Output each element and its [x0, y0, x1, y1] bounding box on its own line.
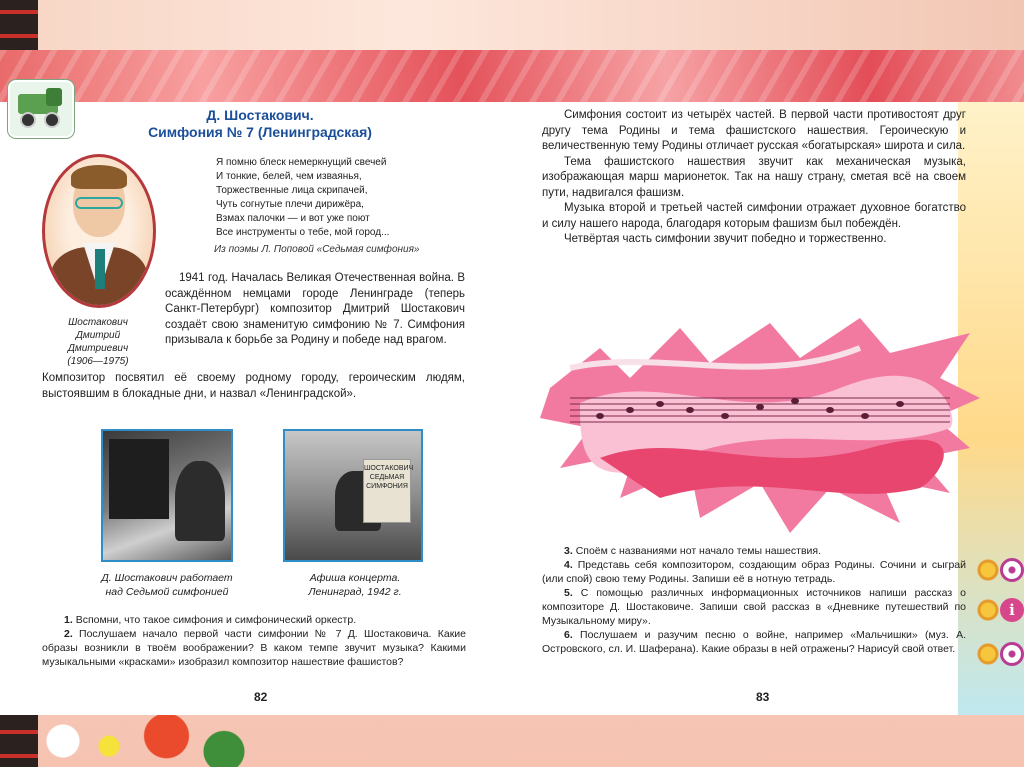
- portrait-caption: [42, 316, 154, 368]
- caption-line: Ленинград, 1942 г.: [308, 586, 402, 598]
- question-item: [542, 628, 966, 656]
- photo1-caption: [82, 571, 252, 599]
- header-pattern: [0, 50, 1024, 102]
- question-text: Послушаем начало первой части симфонии № 7 Д. Шостаковича. Какие образы возникли в твоём воображении? В каком темпе звучит музыка? Какими музыкальными «красками» изобразил композитор нашествие фашистов?: [42, 628, 466, 668]
- sun-icon: [976, 558, 1000, 582]
- question-text: Споём с названиями нот начало темы нашествия.: [575, 545, 821, 557]
- intro-paragraph-continued: Композитор посвятил её своему родному городу, героическим людям, выстоявшим в блокадные дни, и назвал «Ленинградской».: [42, 372, 465, 400]
- questions-right: [542, 544, 966, 656]
- spiral-icon: [1000, 558, 1024, 582]
- question-number: 5.: [564, 587, 573, 599]
- spiral-icon: [1000, 642, 1024, 666]
- page-number-left: 82: [254, 690, 268, 704]
- poem-line: И тонкие, белей, чем изваянья,: [216, 171, 362, 182]
- question-number: 2.: [64, 628, 73, 640]
- question-item: [42, 627, 466, 669]
- question-item: [542, 558, 966, 586]
- paragraph: Четвёртая часть симфонии звучит победно и торжественно.: [564, 233, 887, 245]
- question-number: 3.: [564, 545, 573, 557]
- question-text: Представь себя композитором, создающим образ Родины. Сочини и сыграй (или спой) свою тему Родины. Запиши её в нотную тетрадь.: [542, 559, 966, 585]
- poem-excerpt: [216, 156, 476, 240]
- sun-icon: [976, 642, 1000, 666]
- caption-line: Дмитриевич: [67, 343, 129, 354]
- title-line-1: Д. Шостакович.: [206, 107, 314, 123]
- poem-line: Все инструменты о тебе, мой город...: [216, 227, 390, 238]
- question-text: Вспомни, что такое симфония и симфонический оркестр.: [75, 614, 357, 626]
- caption-line: (1906—1975): [67, 356, 129, 367]
- photo2-caption: [285, 571, 425, 599]
- concert-poster-photo: [283, 429, 423, 562]
- caption-line: Д. Шостакович работает: [101, 572, 233, 584]
- poster-text: ШОСТАКОВИЧ СЕДЬМАЯ СИМФОНИЯ: [363, 459, 411, 523]
- title-line-2: Симфония № 7 (Ленинградская): [148, 124, 372, 140]
- paragraph: Музыка второй и третьей частей симфонии отражает духовное богатство и силу нашего народа, благодаря которым фашизм был побеждён.: [542, 202, 966, 230]
- poem-source: Из поэмы Л. Поповой «Седьмая симфония»: [214, 244, 420, 255]
- caption-line: Афиша концерта.: [309, 572, 401, 584]
- slide-top-band: [0, 0, 1024, 50]
- question-text: Послушаем и разучим песню о войне, например «Мальчишки» (муз. А. Островского, сл. И. Шаферана). Какие образы в ней отражены? Нарисуй свой ответ.: [542, 629, 966, 655]
- question-item: [542, 544, 966, 558]
- paragraph: Тема фашистского нашествия звучит как механическая музыка, изображающая марш марионеток. Так на нашу страну, сметая всё на своем пути, надвигался фашизм.: [542, 155, 966, 199]
- caption-line: Дмитрий: [75, 330, 121, 341]
- page-title: [110, 107, 410, 141]
- poem-line: Торжественные лица скрипачей,: [216, 185, 368, 196]
- page-number-right: 83: [756, 690, 770, 704]
- intro-paragraph: 1941 год. Началась Великая Отечественная война. В осаждённом немцами городе Ленинграде (теперь Санкт-Петербург) композитор Дмитрий Шостакович создаёт свою знаменитую симфонию № 7. Симфония призывала к борьбе за Родину и победе над врагом.: [165, 272, 465, 346]
- poem-line: Я помню блеск немеркнущий свечей: [216, 157, 387, 168]
- caption-line: над Седьмой симфонией: [105, 586, 229, 598]
- question-number: 4.: [564, 559, 573, 571]
- symphony-illustration: [540, 308, 980, 538]
- question-item: [542, 586, 966, 628]
- info-icon: i: [1000, 598, 1024, 622]
- shostakovich-portrait: [42, 154, 156, 308]
- poem-line: Взмах палочки — и вот уже поют: [216, 213, 370, 224]
- symphony-description: [542, 108, 966, 248]
- question-text: С помощью различных информационных источников напиши рассказ о композиторе Д. Шостаковиче. Запиши свой рассказ в «Дневнике путешествий по Музыкальному миру».: [542, 587, 966, 627]
- truck-icon: [8, 80, 74, 138]
- questions-left: [42, 613, 466, 669]
- poem-line: Чуть согнутые плечи дирижёра,: [216, 199, 364, 210]
- sun-icon: [976, 598, 1000, 622]
- paragraph: Симфония состоит из четырёх частей. В первой части противостоят друг другу тема Родины и тема фашистского нашествия. Героическую и величественную тему Родины отличает русская «богатырская» широта и сила.: [542, 109, 966, 152]
- decorative-header-band: [0, 50, 1024, 102]
- flower-decoration: [40, 715, 270, 767]
- composer-working-photo: [101, 429, 233, 562]
- question-number: 6.: [564, 629, 573, 641]
- question-item: [42, 613, 466, 627]
- caption-line: Шостакович: [68, 317, 128, 328]
- textbook-spread: [0, 50, 1024, 715]
- question-number: 1.: [64, 614, 73, 626]
